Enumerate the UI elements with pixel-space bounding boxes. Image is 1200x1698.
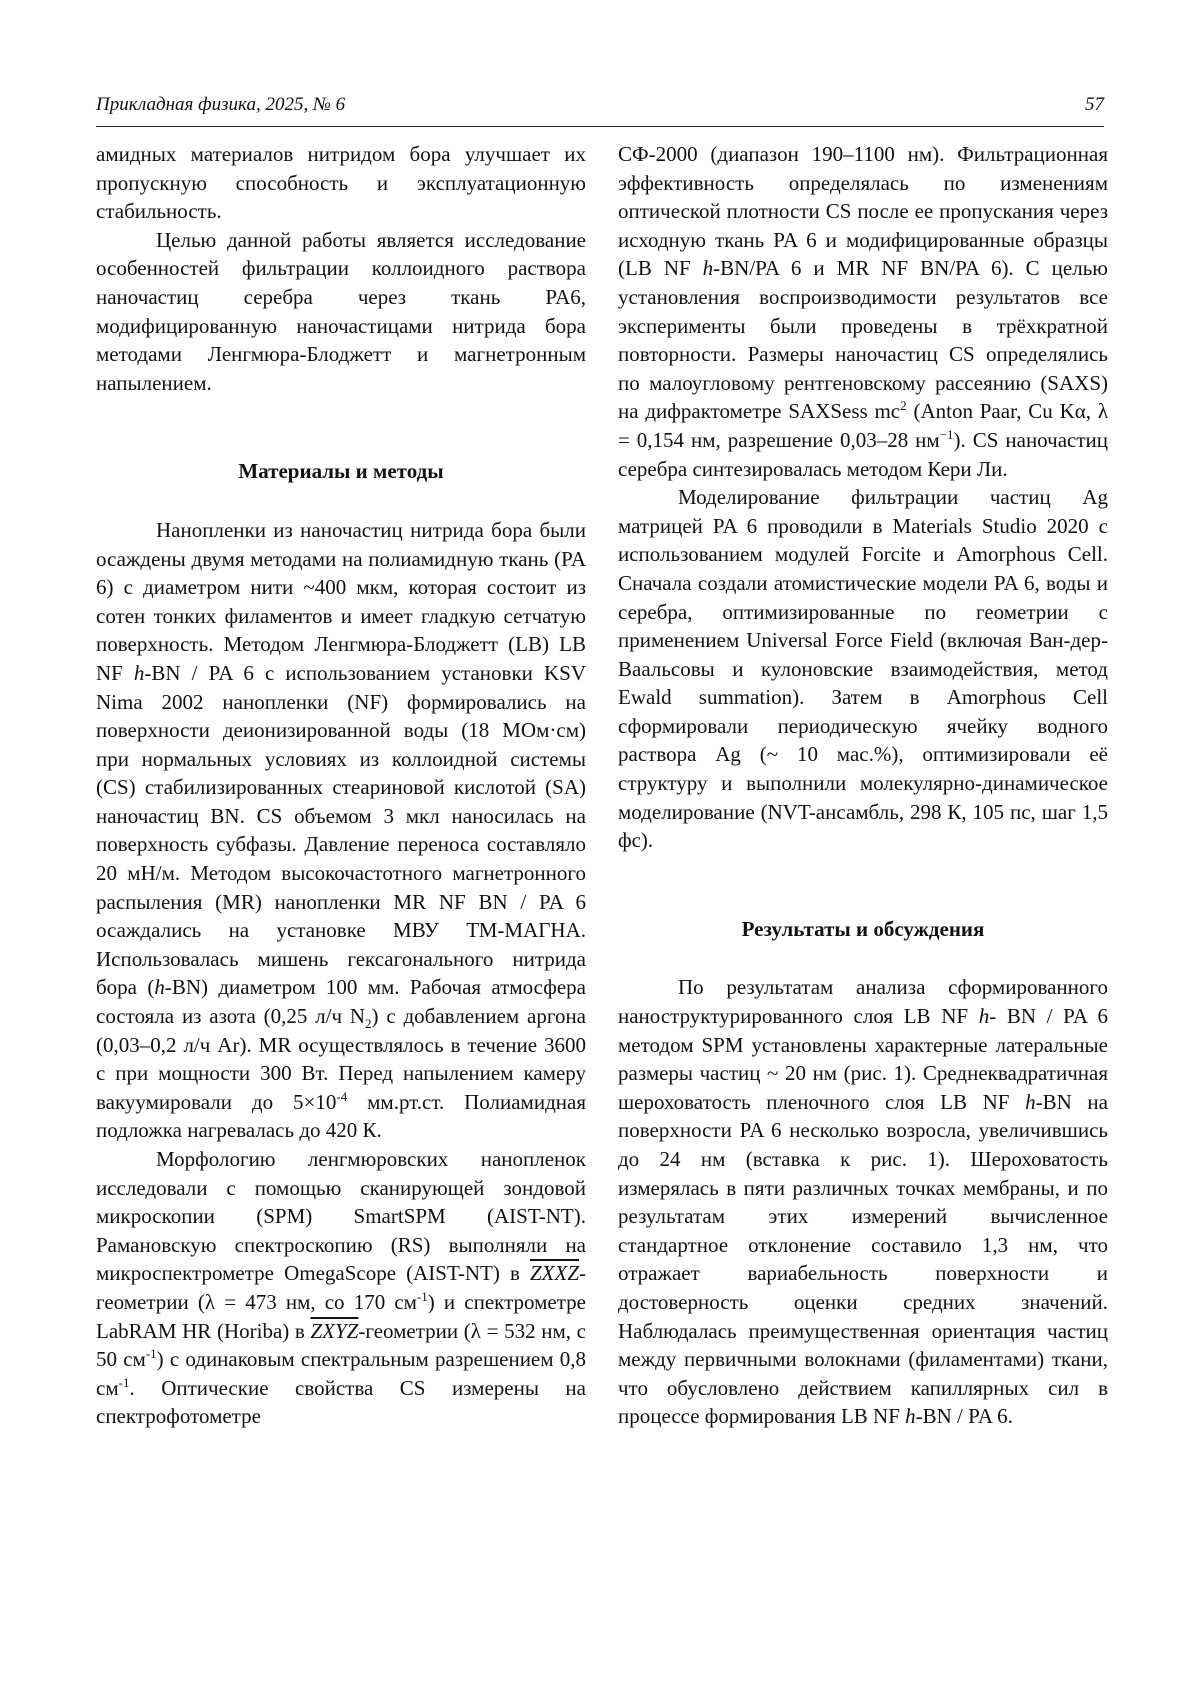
- section-title-methods: Материалы и методы: [238, 459, 444, 484]
- paragraph-methods-characterization: Морфологию ленгмюровских нанопленок исследовали с помощью сканирующей зондовой микроскопии (SPM) SmartSPM (AIST-NT). Рамановскую спектроскопию (RS) выполняли на микроспектрометре OmegaScope (AIST-NT) в ZXXZ-геометрии (λ = 473 нм, со 170 $см^{-1}$) и спектрометре LabRAM HR (Horiba) в ZXYZ-геометрии (λ = 532 нм, с 50 $см^{-1}$) с одинаковым спектральным разрешением 0,8 $см^{-1}$. Оптические свойства CS измерены на спектрофотометре: [96, 1147, 586, 1429]
- paragraph-continuation: амидных материалов нитридом бора улучшает их пропускную способность и эксплуатационную стабильность.: [96, 142, 586, 224]
- paragraph-aim: Целью данной работы является исследование особенностей фильтрации коллоидного раствора наночастиц серебра через ткань PA6, модифицированную наночастицами нитрида бора методами Ленгмюра-Блоджетт и магнетронным напылением.: [96, 227, 586, 395]
- section-title-results: Результаты и обсуждения: [741, 916, 985, 941]
- journal-citation: Прикладная физика, 2025, № 6: [96, 94, 346, 115]
- paragraph-optics-continuation: СФ-2000 (диапазон 190–1100 нм). Фильтрационная эффективность определялась по изменениям оптической плотности CS после ее пропускания через исходную ткань PA 6 и модифицированные образцы (LB NF h-BN/PA 6 и MR NF BN/PA 6). С целью установления воспроизводимости результатов все эксперименты были проведены в трёхкратной повторности. Размеры наночастиц CS определялись по малоугловому рентгеновскому рассеянию (SAXS) на дифрактометре SAXSess $mc^2$ (Anton Paar, Cu Kα, λ = 0,154 нм, разрешение 0,03–28 $нм^{-1}$). CS наночастиц серебра синтезировалась методом Кери Ли.: [618, 142, 1108, 481]
- left-column: [96, 140, 586, 1431]
- running-header: [96, 92, 1104, 127]
- paragraph-modeling: Моделирование фильтрации частиц Ag матрицей PA 6 проводили в Materials Studio 2020 с использованием модулей Forcite и Amorphous Cell. Сначала создали атомистические модели PA 6, воды и серебра, оптимизированные по геометрии с применением Universal Force Field (включая Ван-дер-Ваальсовы и кулоновские взаимодействия, метод Ewald summation). Затем в Amorphous Cell сформировали периодическую ячейку водного раствора Ag (~ 10 мас.%), оптимизировали её структуру и выполнили молекулярно-динамическое моделирование (NVT-ансамбль, 298 К, 105 пс, шаг 1,5 фс).: [618, 485, 1108, 853]
- paragraph-results: По результатам анализа сформированного наноструктурированного слоя LB NF h- BN / PA 6 методом SPM установлены характерные латеральные размеры частиц ~ 20 нм (рис. 1). Среднеквадратичная шероховатость пленочного слоя LB NF h-BN на поверхности PA 6 несколько возросла, увеличившись до 24 нм (вставка к рис. 1). Шероховатость измерялась в пяти различных точках мембраны, и по результатам этих измерений вычисленное стандартное отклонение составило 1,3 нм, что отражает вариабельность поверхности и достоверность оценки средних значений. Наблюдалась преимущественная ориентация частиц между первичными волокнами (филаментами) ткани, что обусловлено действием капиллярных сил в процессе формирования LB NF h-BN / PA 6.: [618, 975, 1108, 1429]
- right-column: [618, 140, 1108, 1431]
- page-number: 57: [1085, 94, 1104, 115]
- paragraph-methods-deposition: Нанопленки из наночастиц нитрида бора были осаждены двумя методами на полиамидную ткань (PA 6) с диаметром нити ~400 мкм, которая состоит из сотен тонких филаментов и имеет гладкую сетчатую поверхность. Методом Ленгмюра-Блоджетт (LB) LB NF h-BN / PA 6 с использованием установки KSV Nima 2002 нанопленки (NF) формировались на поверхности деионизированной воды (18 МОм·см) при нормальных условиях из коллоидной системы (CS) стабилизированных стеариновой кислотой (SA) наночастиц BN. CS объемом 3 мкл наносилась на поверхность субфазы. Давление переноса составляло 20 мН/м. Методом высокочастотного магнетронного распыления (MR) нанопленки MR NF BN / PA 6 осаждались на установке МВУ ТМ-МАГНА. Использовалась мишень гексагонального нитрида бора (h-BN) диаметром 100 мм. Рабочая атмосфера состояла из азота (0,25 л/ч $N_2$) с добавлением аргона (0,03–0,2 л/ч Ar). MR осуществлялось в течение 3600 с при мощности 300 Вт. Перед напылением камеру вакуумировали до $5\times 10^{-4}$ мм.рт.ст. Полиамидная подложка нагревалась до 420 К.: [96, 517, 586, 1143]
